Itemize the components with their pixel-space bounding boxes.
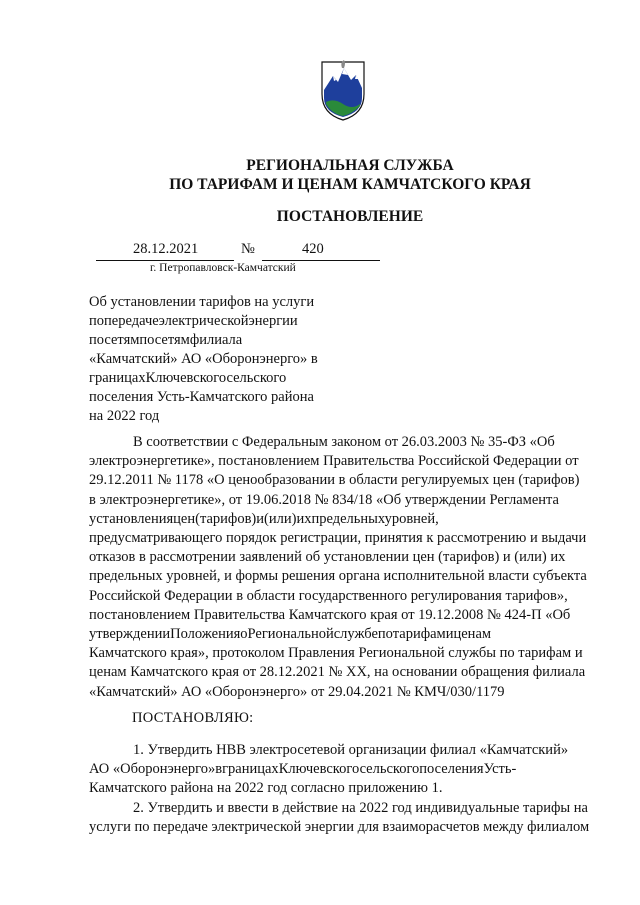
subject-line: «Камчатский» АО «Оборонэнерго» в: [89, 351, 318, 367]
paragraph-line: Камчатского края», протоколом Правления Региональной службы по тарифам и: [89, 645, 583, 662]
document-number: 420: [302, 241, 324, 257]
decree-heading: ПОСТАНОВЛЯЮ:: [132, 710, 254, 726]
kamchatka-coat-of-arms-icon: [320, 58, 366, 122]
date-underline: [96, 260, 234, 261]
document-type-title: ПОСТАНОВЛЕНИЕ: [276, 208, 424, 225]
paragraph-line: установленияцен(тарифов)и(или)ихпредельныхуровней,: [89, 510, 439, 527]
paragraph-line: В соответствии с Федеральным законом от 26.03.2003 № 35-ФЗ «Об: [133, 434, 555, 450]
item-line: 1. Утвердить НВВ электросетевой организации филиал «Камчатский»: [133, 742, 569, 758]
subject-line: на 2022 год: [89, 408, 160, 424]
item-line: АО «Оборонэнерго»вграницахКлючевскогосельскогопоселенияУсть-: [89, 761, 517, 778]
paragraph-line: электроэнергетике», постановлением Правительства Российской Федерации от: [89, 453, 579, 470]
organization-name-line2: ПО ТАРИФАМ И ЦЕНАМ КАМЧАТСКОГО КРАЯ: [169, 176, 531, 193]
document-subject: [89, 293, 332, 426]
preamble-paragraph: [89, 433, 610, 702]
subject-line: посетямпосетямфилиала: [89, 332, 243, 348]
paragraph-line: постановлением Правительства Камчатского края от 19.12.2008 № 424-П «Об: [89, 606, 571, 623]
paragraph-line: Российской Федерации в области государственного регулирования тарифов»,: [89, 587, 568, 604]
item-line: Камчатского района на 2022 год согласно приложению 1.: [89, 780, 443, 797]
paragraph-line: отказов в рассмотрении заявлений об установлении цен (тарифов) и (или) их: [89, 549, 566, 566]
paragraph-line: предусматривающего порядок регистрации, принятия к рассмотрению и выдачи: [89, 530, 587, 547]
subject-line: границахКлючевскогосельского: [89, 370, 287, 386]
document-date: 28.12.2021: [133, 241, 199, 257]
paragraph-line: в электроэнергетике», от 19.06.2018 № 834/18 «Об утверждении Регламента: [89, 491, 559, 508]
subject-line: Об установлении тарифов на услуги: [89, 294, 315, 310]
number-sign: №: [241, 241, 255, 257]
number-underline: [262, 260, 380, 261]
subject-line: поселения Усть-Камчатского района: [89, 389, 314, 405]
paragraph-line: предельных уровней, и формы решения органа исполнительной власти субъекта: [89, 568, 587, 585]
document-city: г. Петропавловск-Камчатский: [150, 262, 296, 274]
item-line: 2. Утвердить и ввести в действие на 2022 год индивидуальные тарифы на: [133, 799, 588, 816]
decree-items: [89, 741, 610, 837]
paragraph-line: утвержденииПоложенияоРегиональнойслужбепотарифамиценам: [89, 626, 492, 643]
organization-name-line1: РЕГИОНАЛЬНАЯ СЛУЖБА: [246, 157, 454, 174]
paragraph-line: «Камчатский» АО «Оборонэнерго» от 29.04.2021 № КМЧ/030/1179: [89, 683, 505, 700]
subject-line: попередачеэлектрическойэнергии: [89, 313, 298, 329]
item-line: услуги по передаче электрической энергии для взаиморасчетов между филиалом: [89, 818, 590, 835]
paragraph-line: ценам Камчатского края от 28.12.2021 № ХХ, на основании обращения филиала: [89, 664, 586, 681]
paragraph-line: 29.12.2011 № 1178 «О ценообразовании в области регулируемых цен (тарифов): [89, 472, 580, 489]
